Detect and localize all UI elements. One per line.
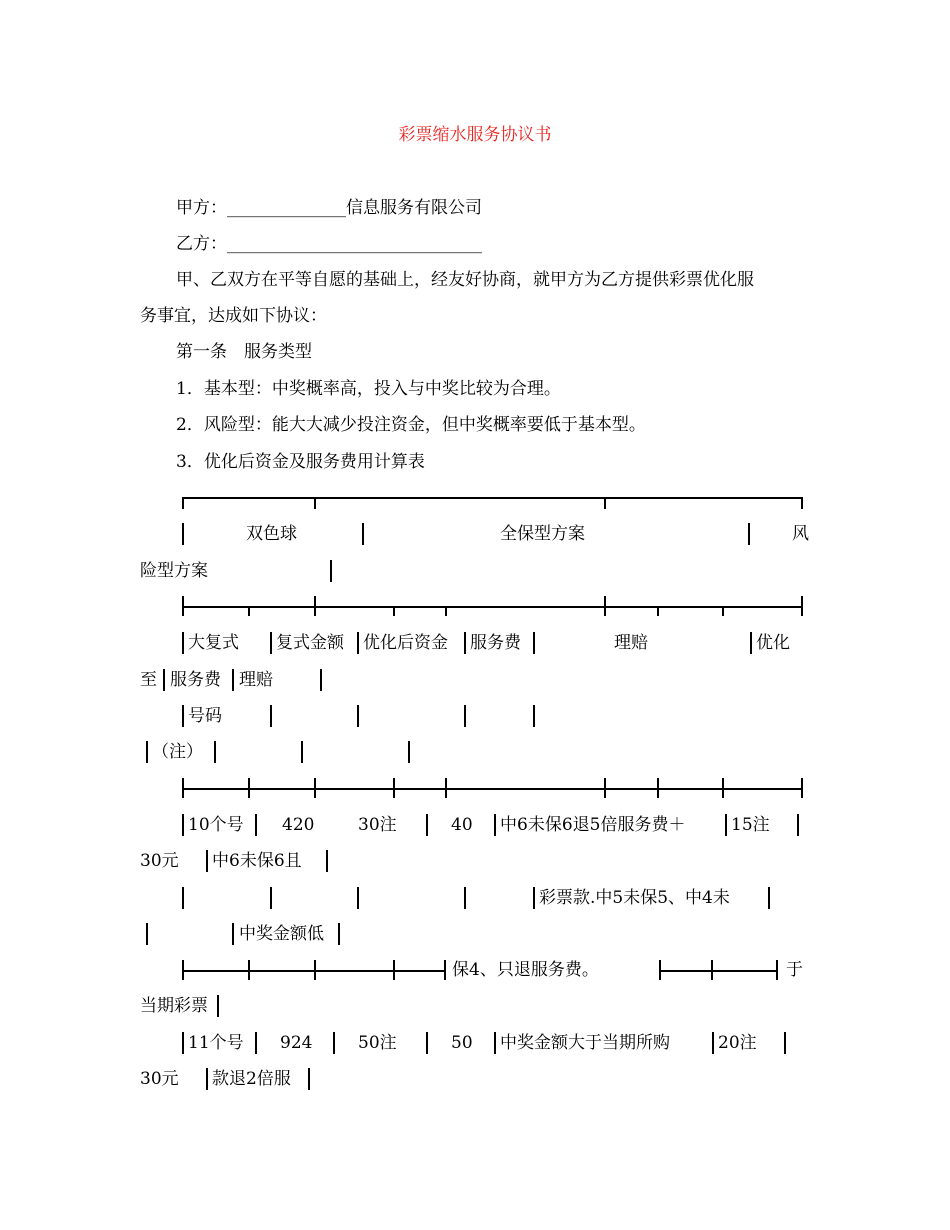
table-rule bbox=[270, 887, 272, 909]
col-haoma: 号码 bbox=[188, 706, 222, 726]
table-rule bbox=[362, 523, 364, 545]
table-rule bbox=[314, 960, 316, 980]
col-claim: 理赔 bbox=[614, 633, 648, 653]
table-rule bbox=[494, 814, 496, 836]
row2-fushi-amount: 924 bbox=[280, 1033, 313, 1053]
row1-claim-cont: 彩票款.中5未保5、中4未 bbox=[539, 888, 730, 908]
col-dafushi: 大复式 bbox=[188, 633, 239, 653]
row1-bets: 30注 bbox=[358, 815, 397, 835]
table-rule bbox=[214, 741, 216, 763]
table-rule bbox=[308, 1068, 310, 1090]
intro-paragraph-line-1: 甲、乙双方在平等自愿的基础上，经友好协商，就甲方为乙方提供彩票优化服 bbox=[176, 270, 754, 290]
table-rule bbox=[248, 606, 250, 616]
row1-fee-2: 30元 bbox=[140, 851, 179, 871]
col-claim-2: 理赔 bbox=[239, 670, 273, 690]
table-rule bbox=[357, 632, 359, 654]
table-rule bbox=[445, 606, 447, 616]
table-rule bbox=[797, 814, 799, 836]
table-rule bbox=[320, 669, 322, 691]
table-rule bbox=[146, 923, 148, 945]
table-rule bbox=[776, 960, 778, 980]
service-type-item-1: 1．基本型：中奖概率高，投入与中奖比较为合理。 bbox=[176, 379, 561, 399]
document-title: 彩票缩水服务协议书 bbox=[398, 125, 552, 145]
table-rule bbox=[393, 778, 395, 798]
col-optimized-to: 优化 bbox=[756, 633, 790, 653]
table-rule bbox=[182, 523, 184, 545]
table-rule bbox=[255, 814, 257, 836]
table-rule bbox=[464, 632, 466, 654]
table-rule bbox=[445, 778, 447, 798]
table-rule bbox=[801, 778, 803, 798]
row2-claim-2: 款退2倍服 bbox=[212, 1069, 291, 1089]
row2-numbers: 11个号 bbox=[188, 1033, 244, 1053]
table-rule bbox=[270, 632, 272, 654]
table-rule bbox=[722, 606, 724, 616]
table-rule bbox=[533, 887, 535, 909]
table-rule bbox=[659, 960, 661, 980]
table-rule bbox=[357, 887, 359, 909]
service-type-item-2: 2．风险型：能大大减少投注资金，但中奖概率要低于基本型。 bbox=[176, 415, 646, 435]
table-rule bbox=[248, 778, 250, 798]
row1-claim: 中6未保6退5倍服务费＋ bbox=[500, 815, 686, 835]
intro-paragraph-line-2: 务事宜，达成如下协议： bbox=[140, 306, 327, 326]
table-rule bbox=[357, 705, 359, 727]
row2-fee-2: 30元 bbox=[140, 1069, 179, 1089]
row2-bets-2: 20注 bbox=[718, 1033, 757, 1053]
table-rule bbox=[182, 887, 184, 909]
table-rule bbox=[182, 705, 184, 727]
table-rule bbox=[657, 606, 659, 616]
table-rule bbox=[163, 669, 165, 691]
table-rule bbox=[801, 497, 803, 509]
row1-claim-cont-2: 保4、只退服务费。 bbox=[452, 960, 599, 980]
party-b-line: 乙方：______________________________ bbox=[176, 234, 482, 254]
col-zhu-unit: （注） bbox=[152, 742, 203, 762]
row2-service-fee: 50 bbox=[451, 1033, 473, 1053]
table-rule bbox=[232, 923, 234, 945]
table-rule bbox=[182, 606, 802, 608]
row2-bets: 50注 bbox=[358, 1033, 397, 1053]
table-rule bbox=[182, 596, 184, 616]
table-rule bbox=[408, 741, 410, 763]
table-rule bbox=[659, 970, 777, 972]
col-optimized-funds: 优化后资金 bbox=[363, 633, 448, 653]
table-rule bbox=[182, 814, 184, 836]
table-rule bbox=[533, 632, 535, 654]
table-rule bbox=[314, 596, 316, 616]
table-rule bbox=[206, 1068, 208, 1090]
table-rule bbox=[604, 596, 606, 616]
table-rule bbox=[494, 1032, 496, 1054]
table-rule bbox=[711, 960, 713, 980]
table-rule bbox=[146, 741, 148, 763]
table-rule bbox=[712, 1032, 714, 1054]
table-rule bbox=[604, 778, 606, 798]
col-service-fee-2: 服务费 bbox=[170, 670, 221, 690]
table-rule bbox=[182, 778, 184, 798]
row1-fushi-amount: 420 bbox=[282, 815, 315, 835]
table-rule bbox=[801, 596, 803, 616]
table-rule bbox=[248, 960, 250, 980]
table-rule bbox=[338, 923, 340, 945]
table-rule bbox=[182, 497, 802, 499]
row2-claim: 中奖金额大于当期所购 bbox=[500, 1033, 670, 1053]
table-rule bbox=[314, 778, 316, 798]
table-rule bbox=[768, 887, 770, 909]
table-rule bbox=[533, 705, 535, 727]
row1-numbers: 10个号 bbox=[188, 815, 244, 835]
table-rule bbox=[426, 1032, 428, 1054]
table-rule bbox=[393, 960, 395, 980]
col-fushi-amount: 复式金额 bbox=[276, 633, 344, 653]
table-rule bbox=[182, 960, 184, 980]
table-rule bbox=[182, 970, 444, 972]
table-rule bbox=[206, 850, 208, 872]
table-rule bbox=[333, 1032, 335, 1054]
table-rule bbox=[326, 850, 328, 872]
table-rule bbox=[314, 497, 316, 509]
table-rule bbox=[182, 497, 184, 509]
table-rule bbox=[393, 606, 395, 616]
table-rule bbox=[657, 778, 659, 798]
row1-claim-2-cont: 中奖金额低 bbox=[239, 924, 324, 944]
table-rule bbox=[750, 632, 752, 654]
row1-claim-2-tail: 于 bbox=[786, 960, 803, 980]
table-rule bbox=[255, 1032, 257, 1054]
col-optimized-to-cont: 至 bbox=[140, 670, 157, 690]
table-rule bbox=[217, 995, 219, 1017]
header-shuangseqiu: 双色球 bbox=[246, 524, 297, 544]
table-rule bbox=[748, 523, 750, 545]
row1-bets-2: 15注 bbox=[731, 815, 770, 835]
row1-service-fee: 40 bbox=[451, 815, 473, 835]
table-rule bbox=[232, 669, 234, 691]
article-1-heading: 第一条 服务类型 bbox=[176, 342, 312, 362]
header-fengxian-part1: 风 bbox=[792, 524, 809, 544]
table-rule bbox=[722, 778, 724, 798]
table-rule bbox=[444, 960, 446, 980]
table-rule bbox=[182, 632, 184, 654]
table-rule bbox=[270, 705, 272, 727]
table-rule bbox=[604, 497, 606, 509]
header-quanbao-plan: 全保型方案 bbox=[500, 524, 585, 544]
table-rule bbox=[464, 705, 466, 727]
table-rule bbox=[301, 741, 303, 763]
row1-claim-2: 中6未保6且 bbox=[212, 851, 302, 871]
table-rule bbox=[426, 814, 428, 836]
table-rule bbox=[182, 788, 802, 790]
table-rule bbox=[182, 1032, 184, 1054]
table-rule bbox=[330, 560, 332, 582]
table-rule bbox=[725, 814, 727, 836]
header-fengxian-part2: 险型方案 bbox=[140, 561, 208, 581]
service-type-item-3: 3．优化后资金及服务费用计算表 bbox=[176, 452, 425, 472]
row1-claim-2-cont-2: 当期彩票 bbox=[140, 996, 208, 1016]
table-rule bbox=[464, 887, 466, 909]
party-a-line: 甲方：______________信息服务有限公司 bbox=[176, 198, 482, 218]
col-service-fee: 服务费 bbox=[470, 633, 521, 653]
table-rule bbox=[784, 1032, 786, 1054]
